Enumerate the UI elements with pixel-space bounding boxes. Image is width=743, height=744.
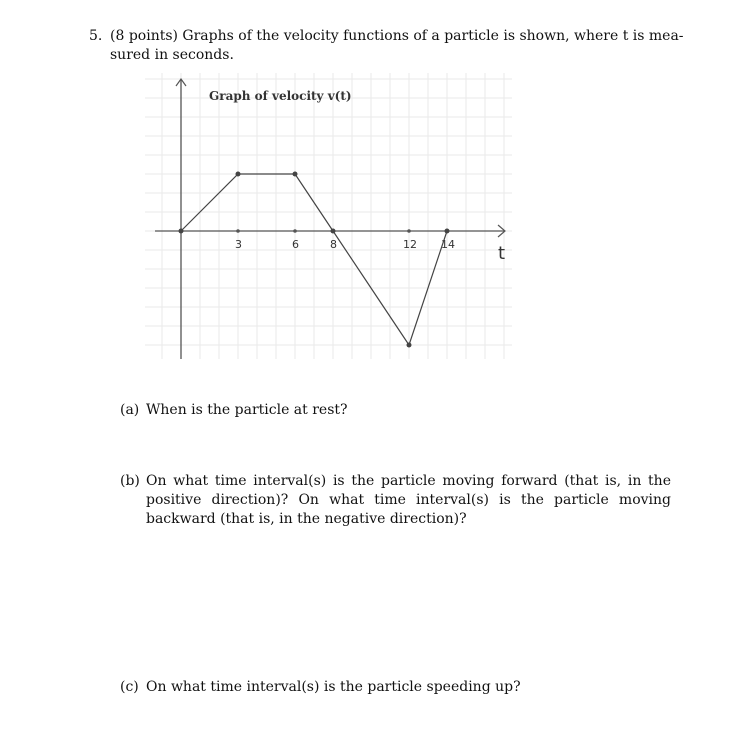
data-point bbox=[331, 229, 336, 234]
tick-mark bbox=[236, 229, 240, 233]
tick-label: 12 bbox=[403, 238, 417, 251]
tick-label: 8 bbox=[330, 238, 337, 251]
t-axis-label: t bbox=[498, 243, 506, 264]
data-point bbox=[407, 343, 412, 348]
tick-mark bbox=[407, 229, 411, 233]
problem-intro-line2: sured in seconds. bbox=[110, 47, 234, 63]
problem-number: 5. bbox=[89, 28, 103, 44]
part-b-label: (b) bbox=[120, 473, 140, 489]
part-a-label: (a) bbox=[120, 402, 140, 418]
problem-intro-line1: (8 points) Graphs of the velocity functions of a particle is shown, where t is mea- bbox=[110, 28, 684, 44]
data-point bbox=[236, 172, 241, 177]
tick-label: 14 bbox=[441, 238, 455, 251]
data-point bbox=[445, 229, 450, 234]
data-point bbox=[179, 229, 184, 234]
tick-mark bbox=[293, 229, 297, 233]
tick-label: 6 bbox=[292, 238, 299, 251]
part-c-label: (c) bbox=[120, 679, 139, 695]
grid bbox=[145, 73, 512, 359]
part-c-question: On what time interval(s) is the particle speeding up? bbox=[146, 679, 521, 695]
part-b-question: On what time interval(s) is the particle moving forward (that is, in the positive direction)? On what time interval(s) is the particle moving backward (that is, in the negative direction)? bbox=[146, 473, 671, 527]
graph-title: Graph of velocity v(t) bbox=[209, 89, 352, 103]
tick-label: 3 bbox=[235, 238, 242, 251]
data-point bbox=[293, 172, 298, 177]
part-a-question: When is the particle at rest? bbox=[146, 402, 348, 418]
